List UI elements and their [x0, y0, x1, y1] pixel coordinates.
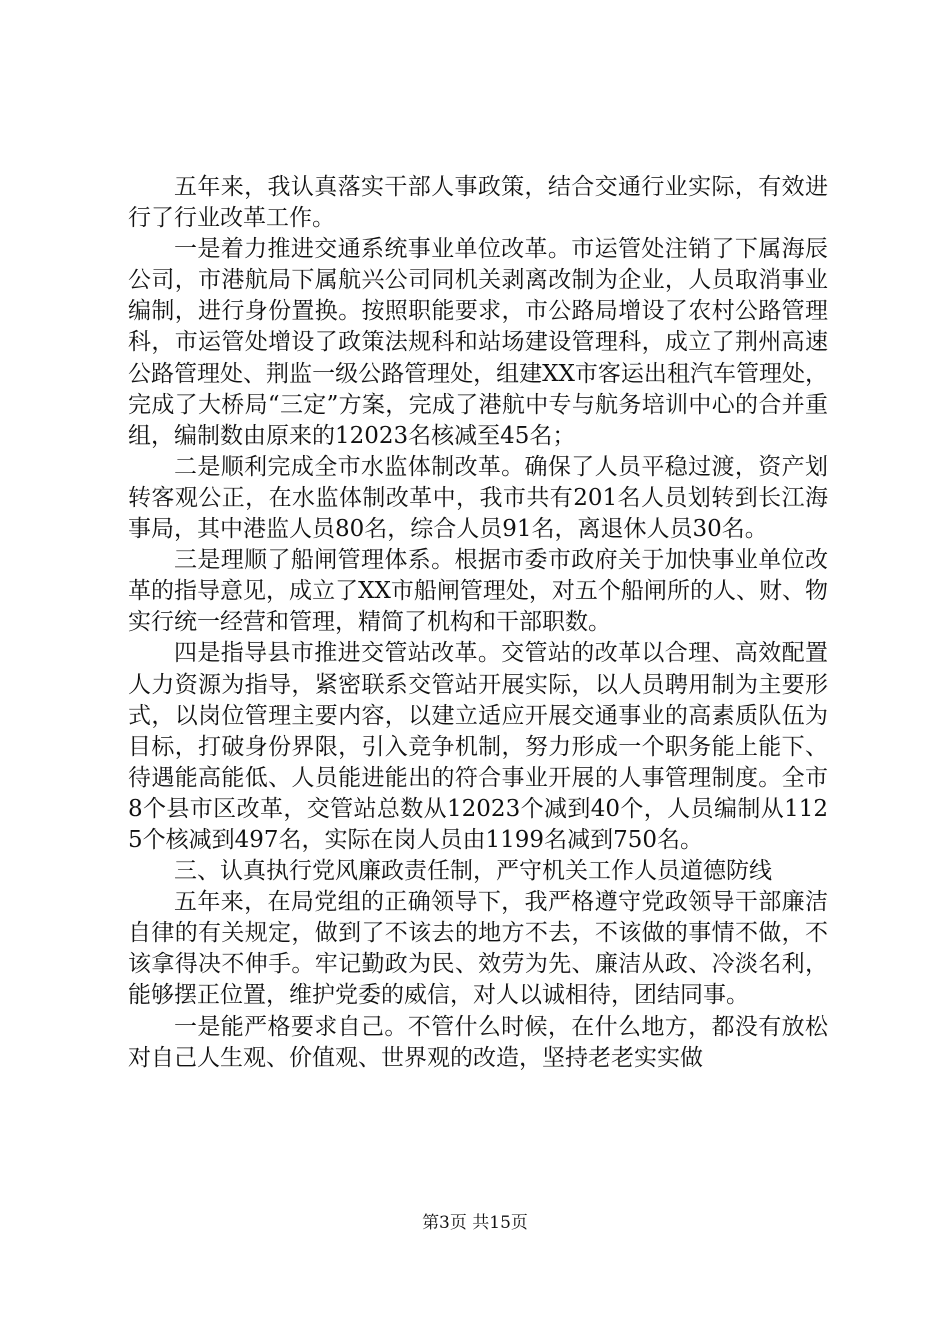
- paragraph-7: 一是能严格要求自己。不管什么时候，在什么地方，都没有放松对自己人生观、价值观、世界观的改造，坚持老老实实做: [128, 1013, 828, 1071]
- paragraph-5: 四是指导县市推进交管站改革。交管站的改革以合理、高效配置人力资源为指导，紧密联系交管站开展实际，以人员聘用制为主要形式，以岗位管理主要内容，以建立适应开展交通事业的高素质队伍为目标，打破身份界限，引入竞争机制，努力形成一个职务能上能下、待遇能高能低、人员能进能出的符合事业开展的人事管理制度。全市8个县市区改革，交管站总数从12023个减到40个，人员编制从1125个核减到497名，实际在岗人员由1199名减到750名。: [128, 640, 828, 853]
- paragraph-3: 二是顺利完成全市水监体制改革。确保了人员平稳过渡，资产划转客观公正，在水监体制改革中，我市共有201名人员划转到长江海事局，其中港监人员80名，综合人员91名，离退休人员30名。: [128, 453, 828, 543]
- paragraph-6: 五年来，在局党组的正确领导下，我严格遵守党政领导干部廉洁自律的有关规定，做到了不该去的地方不去，不该做的事情不做，不该拿得决不伸手。牢记勤政为民、效劳为先、廉洁从政、冷淡名利，能够摆正位置，维护党委的威信，对人以诚相待，团结同事。: [128, 889, 828, 1009]
- paragraph-2: 一是着力推进交通系统事业单位改革。市运管处注销了下属海辰公司，市港航局下属航兴公司同机关剥离改制为企业，人员取消事业编制，进行身份置换。按照职能要求，市公路局增设了农村公路管理科，市运管处增设了政策法规科和站场建设管理科，成立了荆州高速公路管理处、荆监一级公路管理处，组建XX市客运出租汽车管理处，完成了大桥局“三定”方案，完成了港航中专与航务培训中心的合并重组，编制数由原来的12023名核减至45名；: [128, 236, 828, 449]
- document-body: [128, 172, 828, 1074]
- section-heading: 三、认真执行党风廉政责任制，严守机关工作人员道德防线: [174, 858, 772, 885]
- paragraph-1: 五年来，我认真落实干部人事政策，结合交通行业实际，有效进行了行业改革工作。: [128, 174, 828, 232]
- paragraph-4: 三是理顺了船闸管理体系。根据市委市政府关于加快事业单位改革的指导意见，成立了XX市船闸管理处，对五个船闸所的人、财、物实行统一经营和管理，精简了机构和干部职数。: [128, 547, 828, 636]
- page-footer: 第3页 共15页: [422, 1213, 528, 1233]
